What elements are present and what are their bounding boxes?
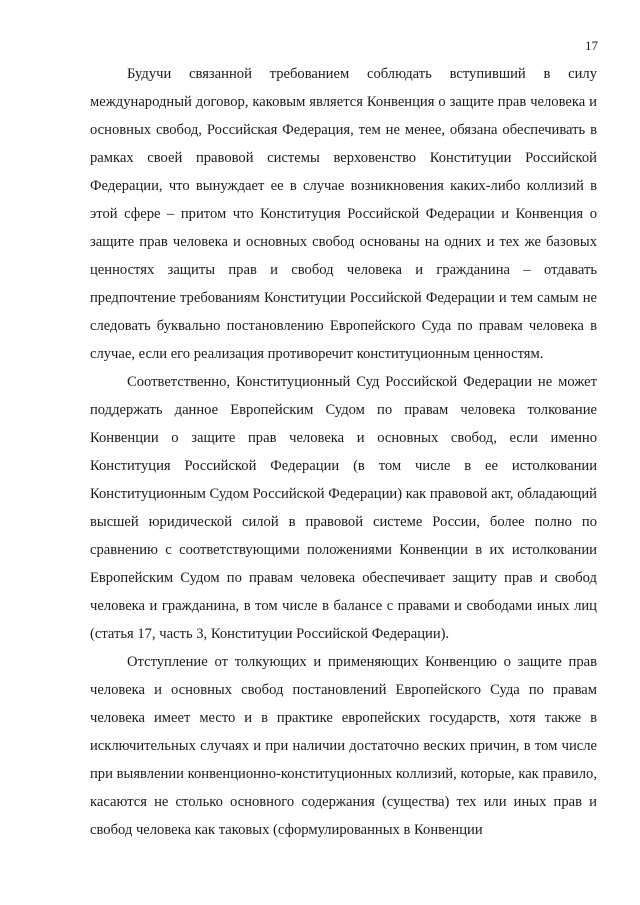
- page-number: 17: [585, 38, 598, 53]
- paragraph-2: Соответственно, Конституционный Суд Российской Федерации не может поддержать данное Европейским Судом по правам человека толкование Конвенции о защите прав человека и основных свобод, если именно Конституция Российской Федерации (в том числе в ее истолковании Конституционным Судом Российской Федерации) как правовой акт, обладающий высшей юридической силой в правовой системе России, более полно по сравнению с соответствующими положениями Конвенции в их истолковании Европейским Судом по правам человека обеспечивает защиту прав и свобод человека и гражданина, в том числе в балансе с правами и свободами иных лиц (статья 17, часть 3, Конституции Российской Федерации).: [90, 374, 597, 642]
- paragraph-1: Будучи связанной требованием соблюдать вступивший в силу международный договор, каковым является Конвенция о защите прав человека и основных свобод, Российская Федерация, тем не менее, обязана обеспечивать в рамках своей правовой системы верховенство Конституции Российской Федерации, что вынуждает ее в случае возникновения каких-либо коллизий в этой сфере – притом что Конституция Российской Федерации и Конвенция о защите прав человека и основных свобод основаны на одних и тех же базовых ценностях защиты прав и свобод человека и гражданина – отдавать предпочтение требованиям Конституции Российской Федерации и тем самым не следовать буквально постановлению Европейского Суда по правам человека в случае, если его реализация противоречит конституционным ценностям.: [90, 66, 597, 362]
- paragraph-3: Отступление от толкующих и применяющих Конвенцию о защите прав человека и основных свобод постановлений Европейского Суда по правам человека имеет место и в практике европейских государств, хотя также в исключительных случаях и при наличии достаточно веских причин, в том числе при выявлении конвенционно-конституционных коллизий, которые, как правило, касаются не столько основного содержания (существа) тех или иных прав и свобод человека как таковых (сформулированных в Конвенции: [90, 654, 597, 838]
- body-text: [90, 60, 597, 844]
